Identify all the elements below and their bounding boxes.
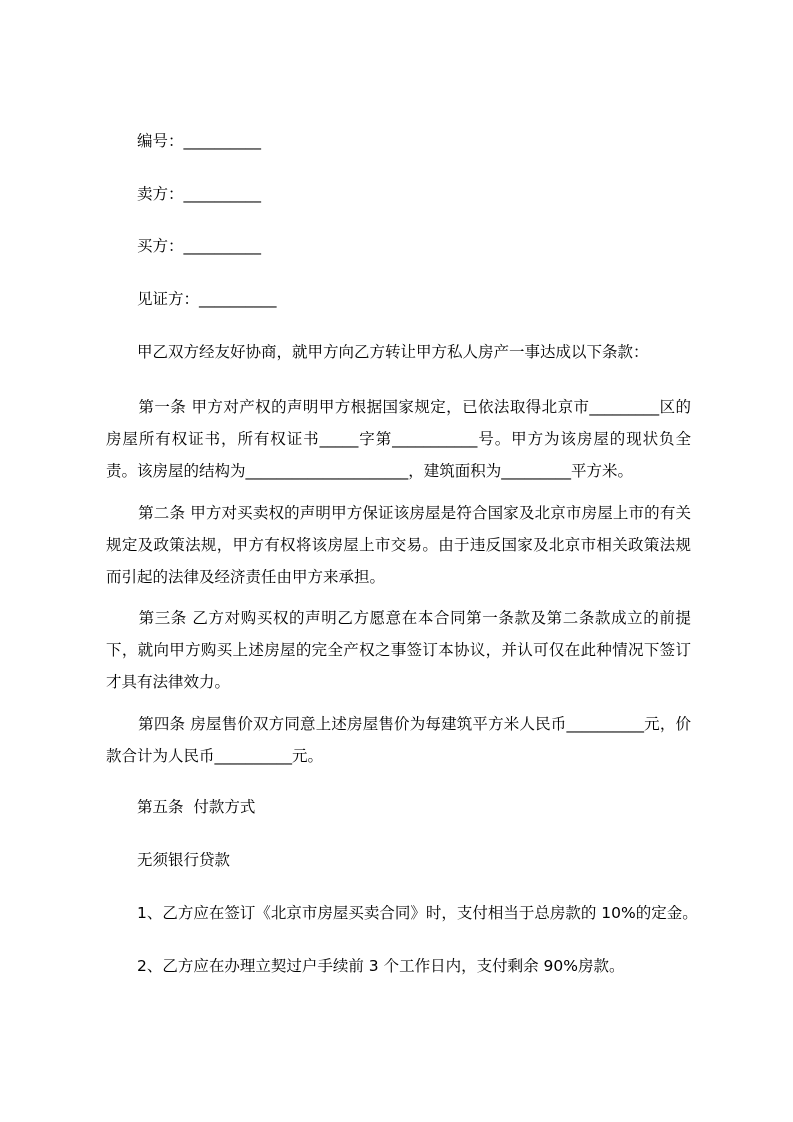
article-3 [106,602,691,698]
article-3-text: 第三条 乙方对购买权的声明乙方愿意在本合同第一条款及第二条款成立的前提下，就向甲方购买上述房屋的完全产权之事签订本协议，并认可仅在此种情况下签订才具有法律效力。 [106,609,691,691]
article-5-title: 第五条 付款方式 [137,798,256,816]
intro-paragraph: 甲乙双方经友好协商，就甲方向乙方转让甲方私人房产一事达成以下条款： [137,343,649,361]
payment-item-2: 2、乙方应在办理立契过户手续前 3 个工作日内，支付剩余 90%房款。 [137,957,625,975]
article-2-text: 第二条 甲方对买卖权的声明甲方保证该房屋是符合国家及北京市房屋上市的有关规定及政策法规，甲方有权将该房屋上市交易。由于违反国家及北京市相关政策法规而引起的法律及经济责任由甲方来承担。 [106,504,691,586]
article-1 [106,391,691,487]
seller-field: 卖方：__________ [137,185,262,203]
article-4-text: 第四条 房屋售价双方同意上述房屋售价为每建筑平方米人民币__________元，价款合计为人民币__________元。 [106,715,691,765]
contract-number-field: 编号：__________ [137,132,262,150]
payment-item-1: 1、乙方应在签订《北京市房屋买卖合同》时，支付相当于总房款的 10%的定金。 [137,904,698,922]
witness-field: 见证方：__________ [137,290,277,308]
no-bank-loan-label: 无须银行贷款 [137,851,231,869]
buyer-field: 买方：__________ [137,237,262,255]
article-4 [106,708,691,772]
article-1-text: 第一条 甲方对产权的声明甲方根据国家规定，已依法取得北京市_________区的房屋所有权证书，所有权证书_____字第___________号。甲方为该房屋的现状负全责。该房屋的结构为_____________________，建筑面积为_________平方米。 [106,398,691,480]
article-2 [106,497,691,593]
